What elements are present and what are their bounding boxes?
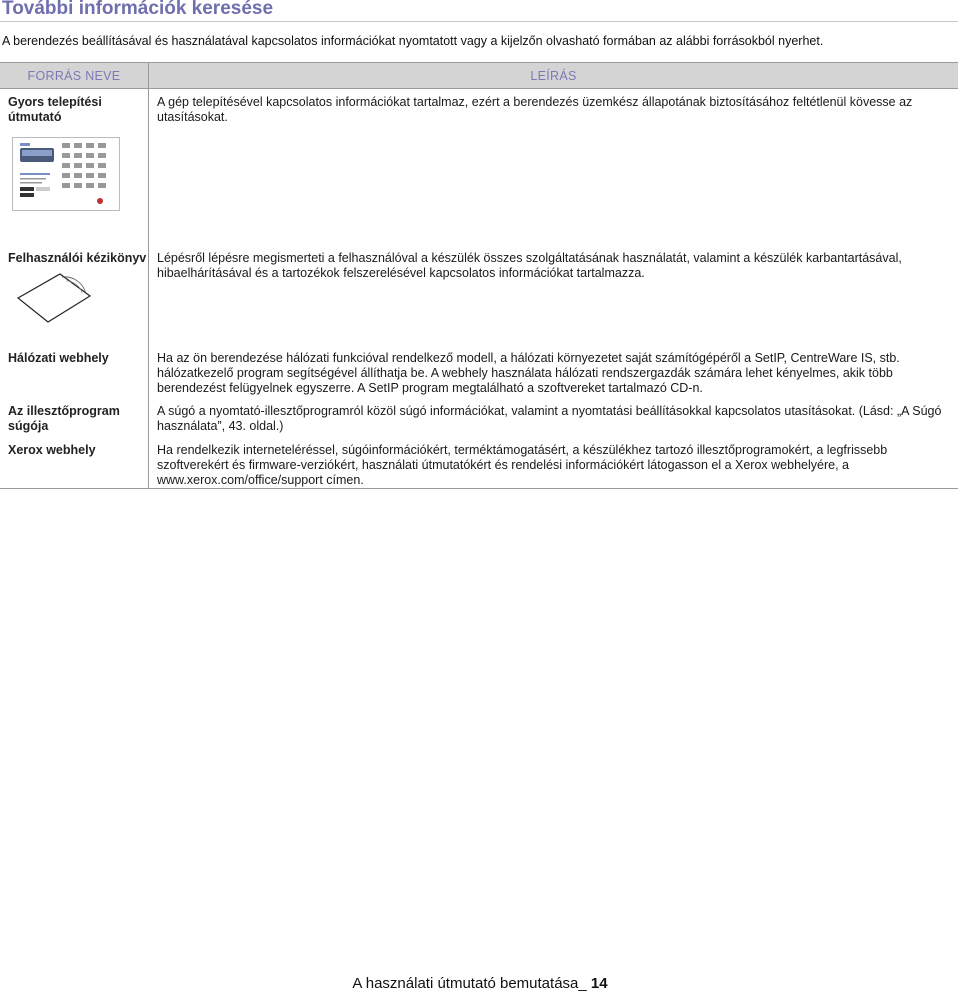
source-name-cell	[0, 245, 149, 345]
intro-text: A berendezés beállításával és használatával kapcsolatos információkat nyomtatott vagy a kijelzőn olvasható formában az alábbi forrásokból nyerhet.	[2, 34, 824, 48]
page-footer	[0, 975, 960, 992]
title-divider	[0, 21, 958, 22]
quick-install-guide-thumbnail	[12, 137, 120, 211]
page-title: További információk keresése	[2, 0, 274, 19]
table-row	[0, 89, 958, 245]
cd-sleeve-icon	[14, 272, 94, 326]
source-name-quick-install: Gyors telepítési útmutató	[8, 95, 102, 124]
source-name-cell	[0, 89, 149, 245]
source-name-driver-help: Az illesztőprogram súgója	[0, 398, 149, 437]
source-description-cell: A gép telepítésével kapcsolatos információkat tartalmaz, ezért a berendezés üzemkész állapotának biztosításához feltétlenül kövesse az utasításokat.	[157, 95, 913, 124]
table-row	[0, 398, 958, 437]
source-description-cell: A súgó a nyomtató-illesztőprogramról közöl súgó információkat, valamint a nyomtatási beállításokkal kapcsolatos utasításokat. (Lásd: „A Súgó használata”, 43. oldal.)	[157, 403, 942, 433]
info-sources-table	[0, 62, 958, 489]
source-name-user-guide: Felhasználói kézikönyv	[8, 250, 147, 265]
source-description-cell: Ha rendelkezik interneteléréssel, súgóinformációkért, terméktámogatásért, a készülékhez tartozó illesztőprogramokért, a legfrissebb szoftverekért és firmware-verziókért, használati útmutatókért és rendelési információkért látogasson el a Xerox webhelyére, a www.xerox.com/office/support címen.	[149, 437, 959, 489]
page-number: 14	[590, 975, 608, 992]
column-header-name: FORRÁS NEVE	[0, 63, 149, 89]
source-description-cell: Ha az ön berendezése hálózati funkcióval rendelkező modell, a hálózati környezetet saját számítógépéről a SetIP, CentreWare IS, stb. hálózatkezelő program segítségével állíthatja be. A webhely használata hálózati rendszergazdák számára lehet kényelmes, akik több berendezést felügyelnek egyszerre. A SetIP program megtalálható a szoftvereket tartalmazó CD-n.	[157, 350, 900, 395]
table-row	[0, 437, 958, 489]
source-name-xerox-site: Xerox webhely	[0, 437, 149, 489]
table-row	[0, 345, 958, 398]
footer-text: A használati útmutató bemutatása_	[352, 975, 587, 992]
column-header-description: LEÍRÁS	[149, 63, 959, 89]
table-header-row	[0, 63, 958, 89]
source-description-cell: Lépésről lépésre megismerteti a felhasználóval a készülék összes szolgáltatásának használatát, valamint a készülék karbantartásával, hibaelhárításával és a tartozékok felszerelésével kapcsolatos információkat tartalmazza.	[157, 250, 902, 280]
source-name-network: Hálózati webhely	[0, 345, 149, 398]
table-row	[0, 245, 958, 345]
